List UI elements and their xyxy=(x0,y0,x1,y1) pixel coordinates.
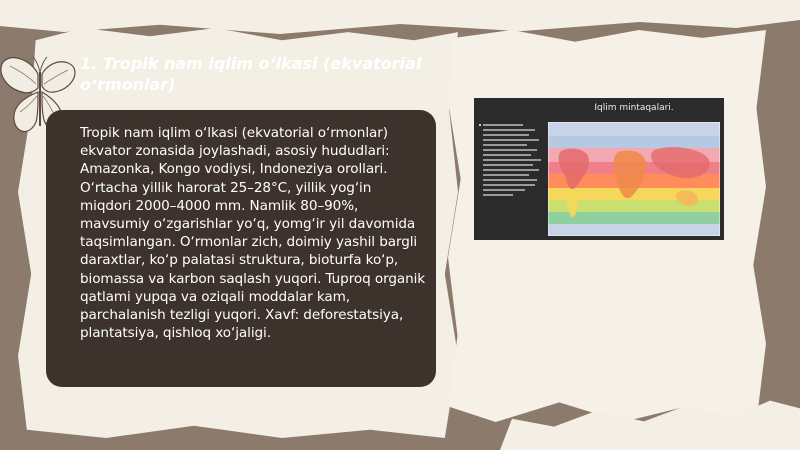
thumbnail-title: Iqlim mintaqalari. xyxy=(594,103,674,113)
climate-zones-thumbnail xyxy=(474,98,724,240)
slide-title: 1. Tropik nam iqlim o‘lkasi (ekvatorial o‘rmonlar) xyxy=(80,54,422,94)
climate-world-map xyxy=(548,122,720,236)
thumbnail-bullets xyxy=(478,122,546,232)
body-paragraph: Tropik nam iqlim o‘lkasi (ekvatorial o‘rmonlar) ekvator zonasida joylashadi, asosiy hududlari: Amazonka, Kongo vodiysi, Indoneziya orollari. O‘rtacha yillik harorat 25–28°C, yillik yog‘in miqdori 2000–4000 mm. Namlik 80–90%, mavsumiy o‘zgarishlar yo‘q, yomg‘ir yil davomida taqsimlangan. O‘rmonlar zich, doimiy yashil bargli daraxtlar, ko‘p palatasi struktura, bioturfa ko‘p, biomassa va karbon saqlash yuqori. Tuproq organik qatlami yupqa va oziqali moddalar kam, parchalanish tezligi yuqori. Xavf: deforestatsiya, plantatsiya, qishloq xo‘jaligi. xyxy=(80,125,426,342)
